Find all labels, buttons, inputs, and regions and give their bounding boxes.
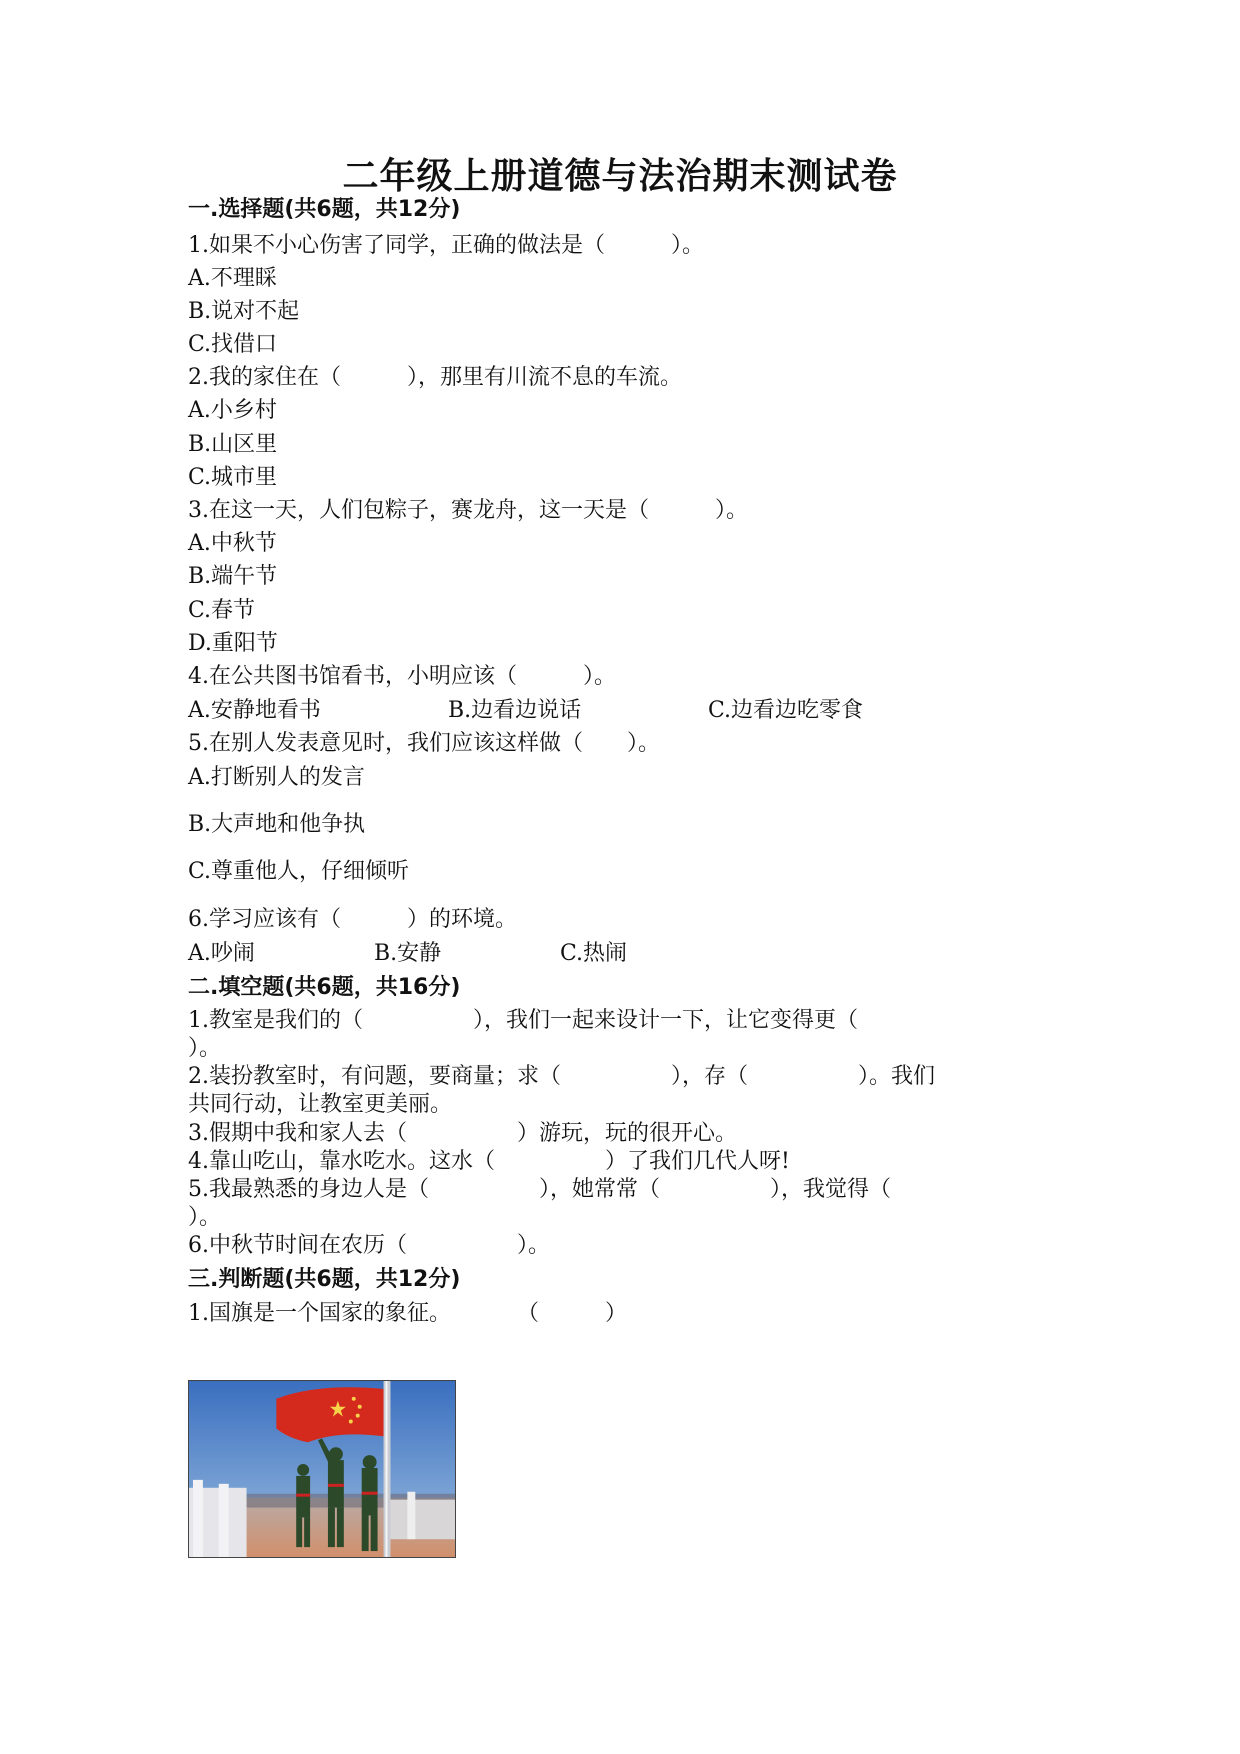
choice-q2-option-c: C.城市里	[188, 465, 278, 490]
choice-q1-option-a: A.不理睬	[188, 266, 277, 291]
choice-q6-option-b: B.安静	[374, 941, 442, 966]
choice-q2-option-a: A.小乡村	[188, 398, 277, 423]
choice-q4-stem: 4.在公共图书馆看书，小明应该（ ）。	[188, 664, 616, 689]
choice-q4-option-b: B.边看边说话	[448, 698, 582, 723]
choice-q3-option-a: A.中秋节	[188, 531, 277, 556]
choice-q6-options	[188, 940, 788, 968]
choice-q6-stem: 6.学习应该有（ ）的环境。	[188, 907, 517, 932]
section-heading-fill: 二.填空题(共6题，共16分)	[188, 975, 461, 1000]
choice-q2-stem: 2.我的家住在（ ），那里有川流不息的车流。	[188, 365, 682, 390]
flag-raising-photo	[188, 1380, 456, 1558]
choice-q5-stem: 5.在别人发表意见时，我们应该这样做（ ）。	[188, 731, 660, 756]
fill-q2-line1: 2.装扮教室时，有问题，要商量；求（ ），存（ ）。我们	[188, 1064, 935, 1089]
fill-q5-line1: 5.我最熟悉的身边人是（ ），她常常（ ），我觉得（	[188, 1177, 891, 1202]
section-heading-judge: 三.判断题(共6题，共12分)	[188, 1267, 461, 1292]
choice-q1-option-b: B.说对不起	[188, 299, 300, 324]
choice-q5-option-a: A.打断别人的发言	[188, 765, 365, 790]
choice-q5-option-c: C.尊重他人，仔细倾听	[188, 859, 410, 884]
choice-q4-options	[188, 697, 988, 725]
choice-q4-option-c: C.边看边吃零食	[708, 698, 864, 723]
fill-q4: 4.靠山吃山，靠水吃水。这水（ ）了我们几代人呀!	[188, 1149, 790, 1174]
choice-q6-option-a: A.吵闹	[188, 941, 255, 966]
fill-q1-line2: ）。	[188, 1036, 222, 1061]
choice-q2-option-b: B.山区里	[188, 432, 278, 457]
choice-q1-option-c: C.找借口	[188, 332, 278, 357]
fill-q2-line2: 共同行动，让教室更美丽。	[188, 1092, 453, 1117]
choice-q3-option-b: B.端午节	[188, 564, 278, 589]
fill-q6: 6.中秋节时间在农历（ ）。	[188, 1233, 550, 1258]
page-title: 二年级上册道德与法治期末测试卷	[342, 155, 898, 197]
fill-q1-line1: 1.教室是我们的（ ），我们一起来设计一下，让它变得更（	[188, 1008, 858, 1033]
judge-q1: 1.国旗是一个国家的象征。 （ ）	[188, 1301, 627, 1326]
flag-raising-illustration	[189, 1381, 455, 1557]
choice-q1-stem: 1.如果不小心伤害了同学，正确的做法是（ ）。	[188, 233, 704, 258]
choice-q6-option-c: C.热闹	[560, 941, 628, 966]
choice-q3-option-d: D.重阳节	[188, 631, 278, 656]
choice-q3-option-c: C.春节	[188, 598, 256, 623]
choice-q3-stem: 3.在这一天，人们包粽子，赛龙舟，这一天是（ ）。	[188, 498, 748, 523]
fill-q3: 3.假期中我和家人去（ ）游玩，玩的很开心。	[188, 1121, 737, 1146]
section-heading-choice: 一.选择题(共6题，共12分)	[188, 197, 461, 222]
choice-q5-option-b: B.大声地和他争执	[188, 812, 366, 837]
fill-q5-line2: ）。	[188, 1205, 222, 1230]
choice-q4-option-a: A.安静地看书	[188, 698, 321, 723]
